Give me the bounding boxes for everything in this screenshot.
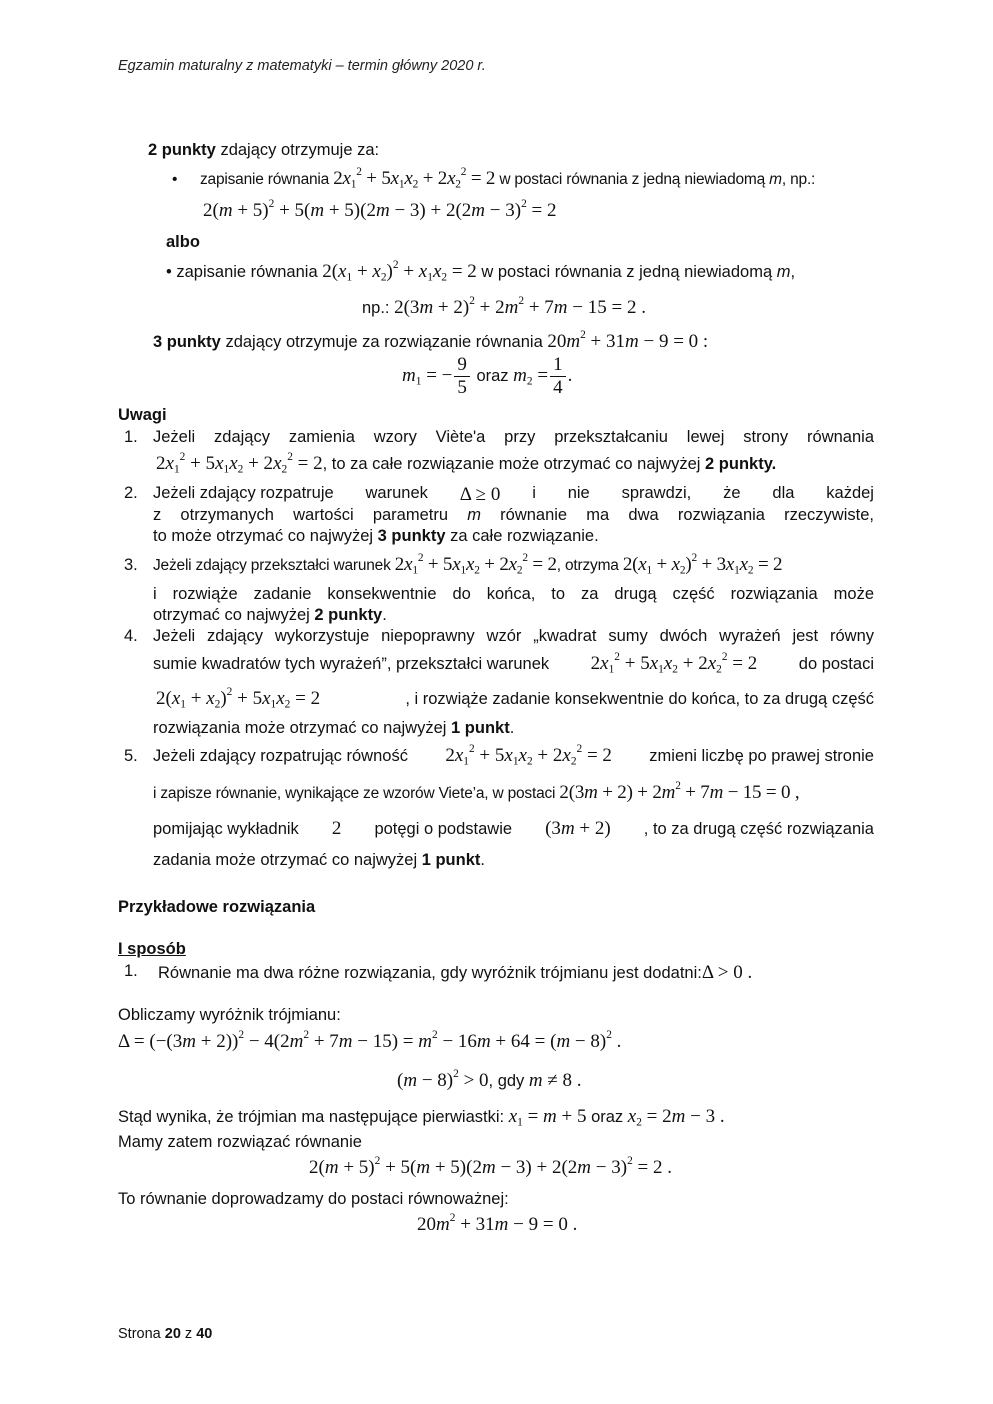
score-2-points: 2 punkty zdający otrzymuje za: <box>148 141 380 159</box>
formula-positive: $(m - 8)^2 > 0$, gdy m ≠ 8 . <box>397 1067 582 1091</box>
calc-intro: Obliczamy wyróżnik trójmianu: <box>118 1006 341 1024</box>
bullet-icon: • <box>172 171 178 188</box>
formula-quadratic: $20m^2 + 31m - 9 = 0$ . <box>417 1211 578 1235</box>
score-3-points: 3 punkty zdający otrzymuje za rozwiązanie równania $20m^2 + 31m - 9 = 0$ : <box>153 328 709 352</box>
remark-4-number: 4. <box>124 627 138 645</box>
remark-3-line-2: i rozwiąże zadanie konsekwentnie do końca, to za drugą część rozwiązania może <box>153 585 874 603</box>
remark-2-number: 2. <box>124 484 138 502</box>
remark-4-line-3: $2(x_1 + x_2)^2 + 5x_1x_2 = 2$ , i rozwiąże zadanie konsekwentnie do końca, to za drugą część <box>156 685 874 711</box>
solution-step-1: Równanie ma dwa różne rozwiązania, gdy wyróżnik trójmianu jest dodatni:Δ > 0 . <box>158 962 753 983</box>
method-title: I sposób <box>118 940 186 958</box>
remark-4-line-4: rozwiązania może otrzymać co najwyżej 1 punkt. <box>153 719 515 737</box>
albo-label: albo <box>166 233 200 251</box>
formula-condition: $2x_1^2 + 5x_1x_2 + 2x_2^2 = 2$ <box>333 165 496 191</box>
remark-5-line-1: Jeżeli zdający rozpatrując równość $2x_1^2 + 5x_1x_2 + 2x_2^2 = 2$ zmieni liczbę po prawej stronie <box>153 742 874 768</box>
bullet-icon: • <box>166 263 177 281</box>
remark-1-number: 1. <box>124 428 138 446</box>
remark-3-number: 3. <box>124 556 138 574</box>
solutions-title: Przykładowe rozwiązania <box>118 898 316 916</box>
formula-equation-m: $2(m + 5)^2 + 5(m + 5)(2m - 3) + 2(2m - 3)^2 = 2$ <box>203 197 557 221</box>
remark-4-line-2: sumie kwadratów tych wyrażeń”, przekształci warunek $2x_1^2 + 5x_1x_2 + 2x_2^2 = 2$ do postaci <box>153 650 874 676</box>
remark-2-line-1: Jeżeli zdający rozpatruje warunek Δ ≥ 0 i nie sprawdzi, że dla każdej <box>153 484 874 505</box>
formula-np: np.: $2(3m + 2)^2 + 2m^2 + 7m - 15 = 2$ . <box>362 294 646 318</box>
remark-4-line-1: Jeżeli zdający wykorzystuje niepoprawny wzór „kwadrat sumy dwóch wyrażeń jest równy <box>153 627 874 645</box>
bullet-item-1: • zapisanie równania $2x_1^2 + 5x_1x_2 + 2x_2^2 = 2$ w postaci równania z jedną niewiadomą m, np.: <box>172 165 816 191</box>
formula-equation-solve: $2(m + 5)^2 + 5(m + 5)(2m - 3) + 2(2m - 3)^2 = 2$ . <box>309 1154 672 1178</box>
page-footer: Strona 20 z 40 <box>118 1326 213 1342</box>
remark-5-number: 5. <box>124 747 138 765</box>
remark-1-line-2: $2x_1^2 + 5x_1x_2 + 2x_2^2 = 2$, to za całe rozwiązanie może otrzymać co najwyżej 2 punkty. <box>156 450 777 476</box>
roots-line: Stąd wynika, że trójmian ma następujące pierwiastki: $x_1 = m + 5$ oraz $x_2 = 2m - 3$ . <box>118 1106 725 1129</box>
bullet-item-2: • zapisanie równania $2(x_1 + x_2)^2 + x_1x_2 = 2$ w postaci równania z jedną niewiadomą m, <box>166 258 796 284</box>
formula-discriminant: $\Delta = (-(3m + 2))^2 - 4(2m^2 + 7m - 15) = m^2 - 16m + 64 = (m - 8)^2$ . <box>118 1028 622 1052</box>
solve-intro: Mamy zatem rozwiązać równanie <box>118 1133 362 1151</box>
remarks-title: Uwagi <box>118 406 167 424</box>
formula-roots-m: $m_1$ = − $\frac{9}{5}$ oraz $m_2$ = $\frac{1}{4}$ . <box>402 354 573 398</box>
page-header: Egzamin maturalny z matematyki – termin główny 2020 r. <box>118 58 486 74</box>
remark-5-line-2: i zapisze równanie, wynikające ze wzorów Viete’a, w postaci $2(3m + 2) + 2m^2 + 7m - 15 = 0$ , <box>153 779 800 803</box>
remark-2-line-2: z otrzymanych wartości parametru m równanie ma dwa rozwiązania rzeczywiste, <box>153 506 874 524</box>
remark-3-line-1: Jeżeli zdający przekształci warunek $2x_1^2 + 5x_1x_2 + 2x_2^2 = 2$, otrzyma $2(x_1 + x_2)^2 + 3x_1x_2 = 2$ <box>153 551 783 577</box>
remark-1-line-1: Jeżeli zdający zamienia wzory Viète'a przy przekształcaniu lewej strony równania <box>153 428 874 446</box>
formula-condition-sum: $2(x_1 + x_2)^2 + x_1x_2 = 2$ <box>322 258 477 284</box>
reduce-intro: To równanie doprowadzamy do postaci równoważnej: <box>118 1190 509 1208</box>
remark-5-line-3: pomijając wykładnik 2 potęgi o podstawie (3m + 2) , to za drugą część rozwiązania <box>153 818 874 839</box>
remark-5-line-4: zadania może otrzymać co najwyżej 1 punkt. <box>153 851 485 869</box>
remark-2-line-3: to może otrzymać co najwyżej 3 punkty za całe rozwiązanie. <box>153 527 599 545</box>
remark-3-line-3: otrzymać co najwyżej 2 punkty. <box>153 606 387 624</box>
solution-step-number: 1. <box>124 962 138 980</box>
